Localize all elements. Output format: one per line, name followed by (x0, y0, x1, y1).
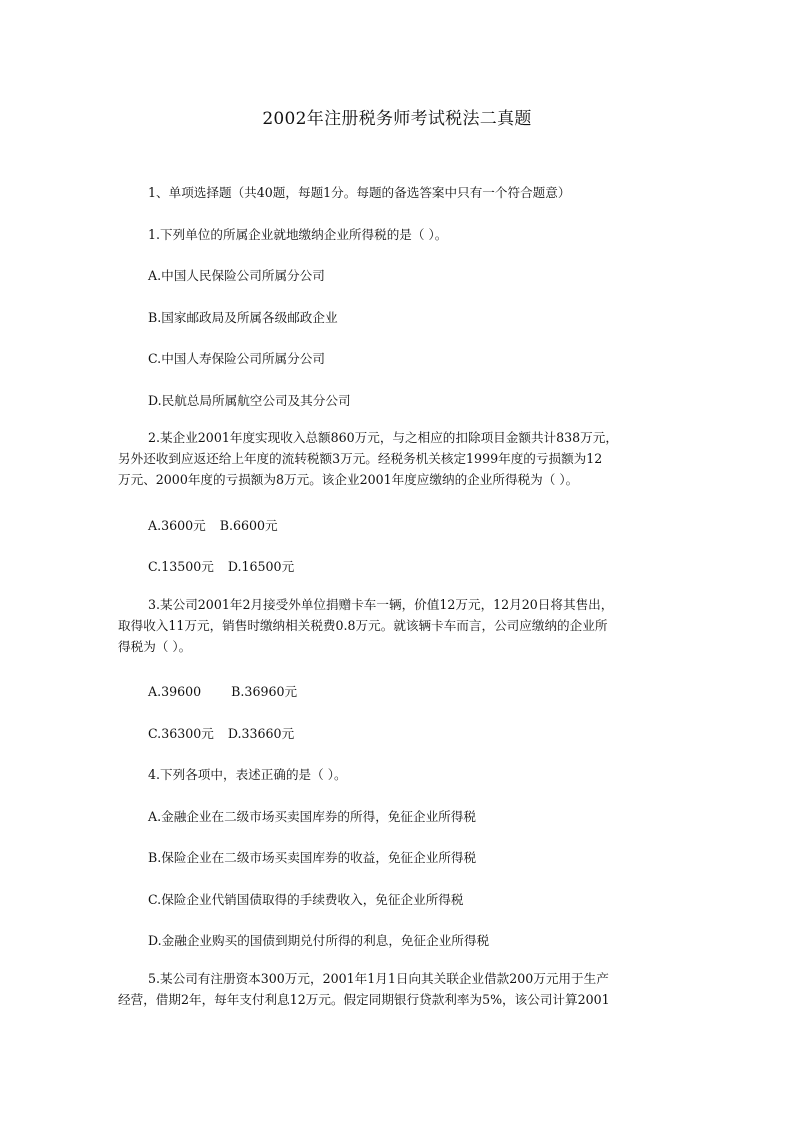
question-2-line-2: 另外还收到应返还给上年度的流转税额3万元。经税务机关核定1999年度的亏损额为12 (118, 451, 603, 466)
question-3-option-b: B.36960元 (231, 684, 298, 699)
question-2-options-ab (148, 515, 278, 534)
question-5-line-2: 经营，借期2年，每年支付利息12万元。假定同期银行贷款利率为5%，该公司计算2001 (118, 992, 610, 1007)
question-1-option-d: D.民航总局所属航空公司及其分公司 (148, 393, 351, 408)
question-2-line-1: 2.某企业2001年度实现收入总额860万元，与之相应的扣除项目金额共计838万元， (148, 430, 618, 445)
question-1-option-a: A.中国人民保险公司所属分公司 (148, 268, 325, 283)
question-3-option-d: D.33660元 (227, 726, 295, 741)
page-title: 2002年注册税务师考试税法二真题 (262, 109, 532, 129)
question-5-stem (118, 968, 678, 1010)
question-2-option-c: C.13500元 (148, 559, 214, 574)
question-3-options-ab (148, 681, 297, 700)
question-5-line-1: 5.某公司有注册资本300万元，2001年1月1日向其关联企业借款200万元用于生产 (148, 971, 609, 986)
section-heading: 1、单项选择题（共40题，每题1分。每题的备选答案中只有一个符合题意） (148, 185, 571, 200)
question-1-stem: 1.下列单位的所属企业就地缴纳企业所得税的是（ ）。 (148, 227, 448, 242)
question-2-option-d: D.16500元 (227, 559, 295, 574)
question-4-option-d: D.金融企业购买的国债到期兑付所得的利息，免征企业所得税 (148, 933, 490, 948)
question-1-option-c: C.中国人寿保险公司所属分公司 (148, 351, 325, 366)
question-3-line-2: 取得收入11万元，销售时缴纳相关税费0.8万元。就该辆卡车而言，公司应缴纳的企业所 (118, 618, 608, 633)
question-4-option-a: A.金融企业在二级市场买卖国库券的所得，免征企业所得税 (148, 809, 476, 824)
question-4-stem: 4.下列各项中，表述正确的是（ ）。 (148, 767, 347, 782)
question-4-option-b: B.保险企业在二级市场买卖国库券的收益，免征企业所得税 (148, 850, 477, 865)
question-3-option-a: A.39600 (148, 684, 202, 699)
question-2-stem (118, 427, 678, 490)
question-3-options-cd (148, 723, 294, 742)
question-2-option-b: B.6600元 (219, 518, 278, 533)
question-1-option-b: B.国家邮政局及所属各级邮政企业 (148, 310, 338, 325)
question-3-line-3: 得税为（ ）。 (118, 639, 192, 654)
question-3-line-1: 3.某公司2001年2月接受外单位捐赠卡车一辆，价值12万元，12月20日将其售出， (148, 597, 614, 612)
question-2-option-a: A.3600元 (148, 518, 206, 533)
question-4-option-c: C.保险企业代销国债取得的手续费收入，免征企业所得税 (148, 892, 464, 907)
question-3-stem (118, 594, 678, 657)
question-2-options-cd (148, 556, 294, 575)
question-2-line-3: 万元、2000年度的亏损额为8万元。该企业2001年度应缴纳的企业所得税为（ ）。 (118, 472, 579, 487)
question-3-option-c: C.36300元 (148, 726, 214, 741)
